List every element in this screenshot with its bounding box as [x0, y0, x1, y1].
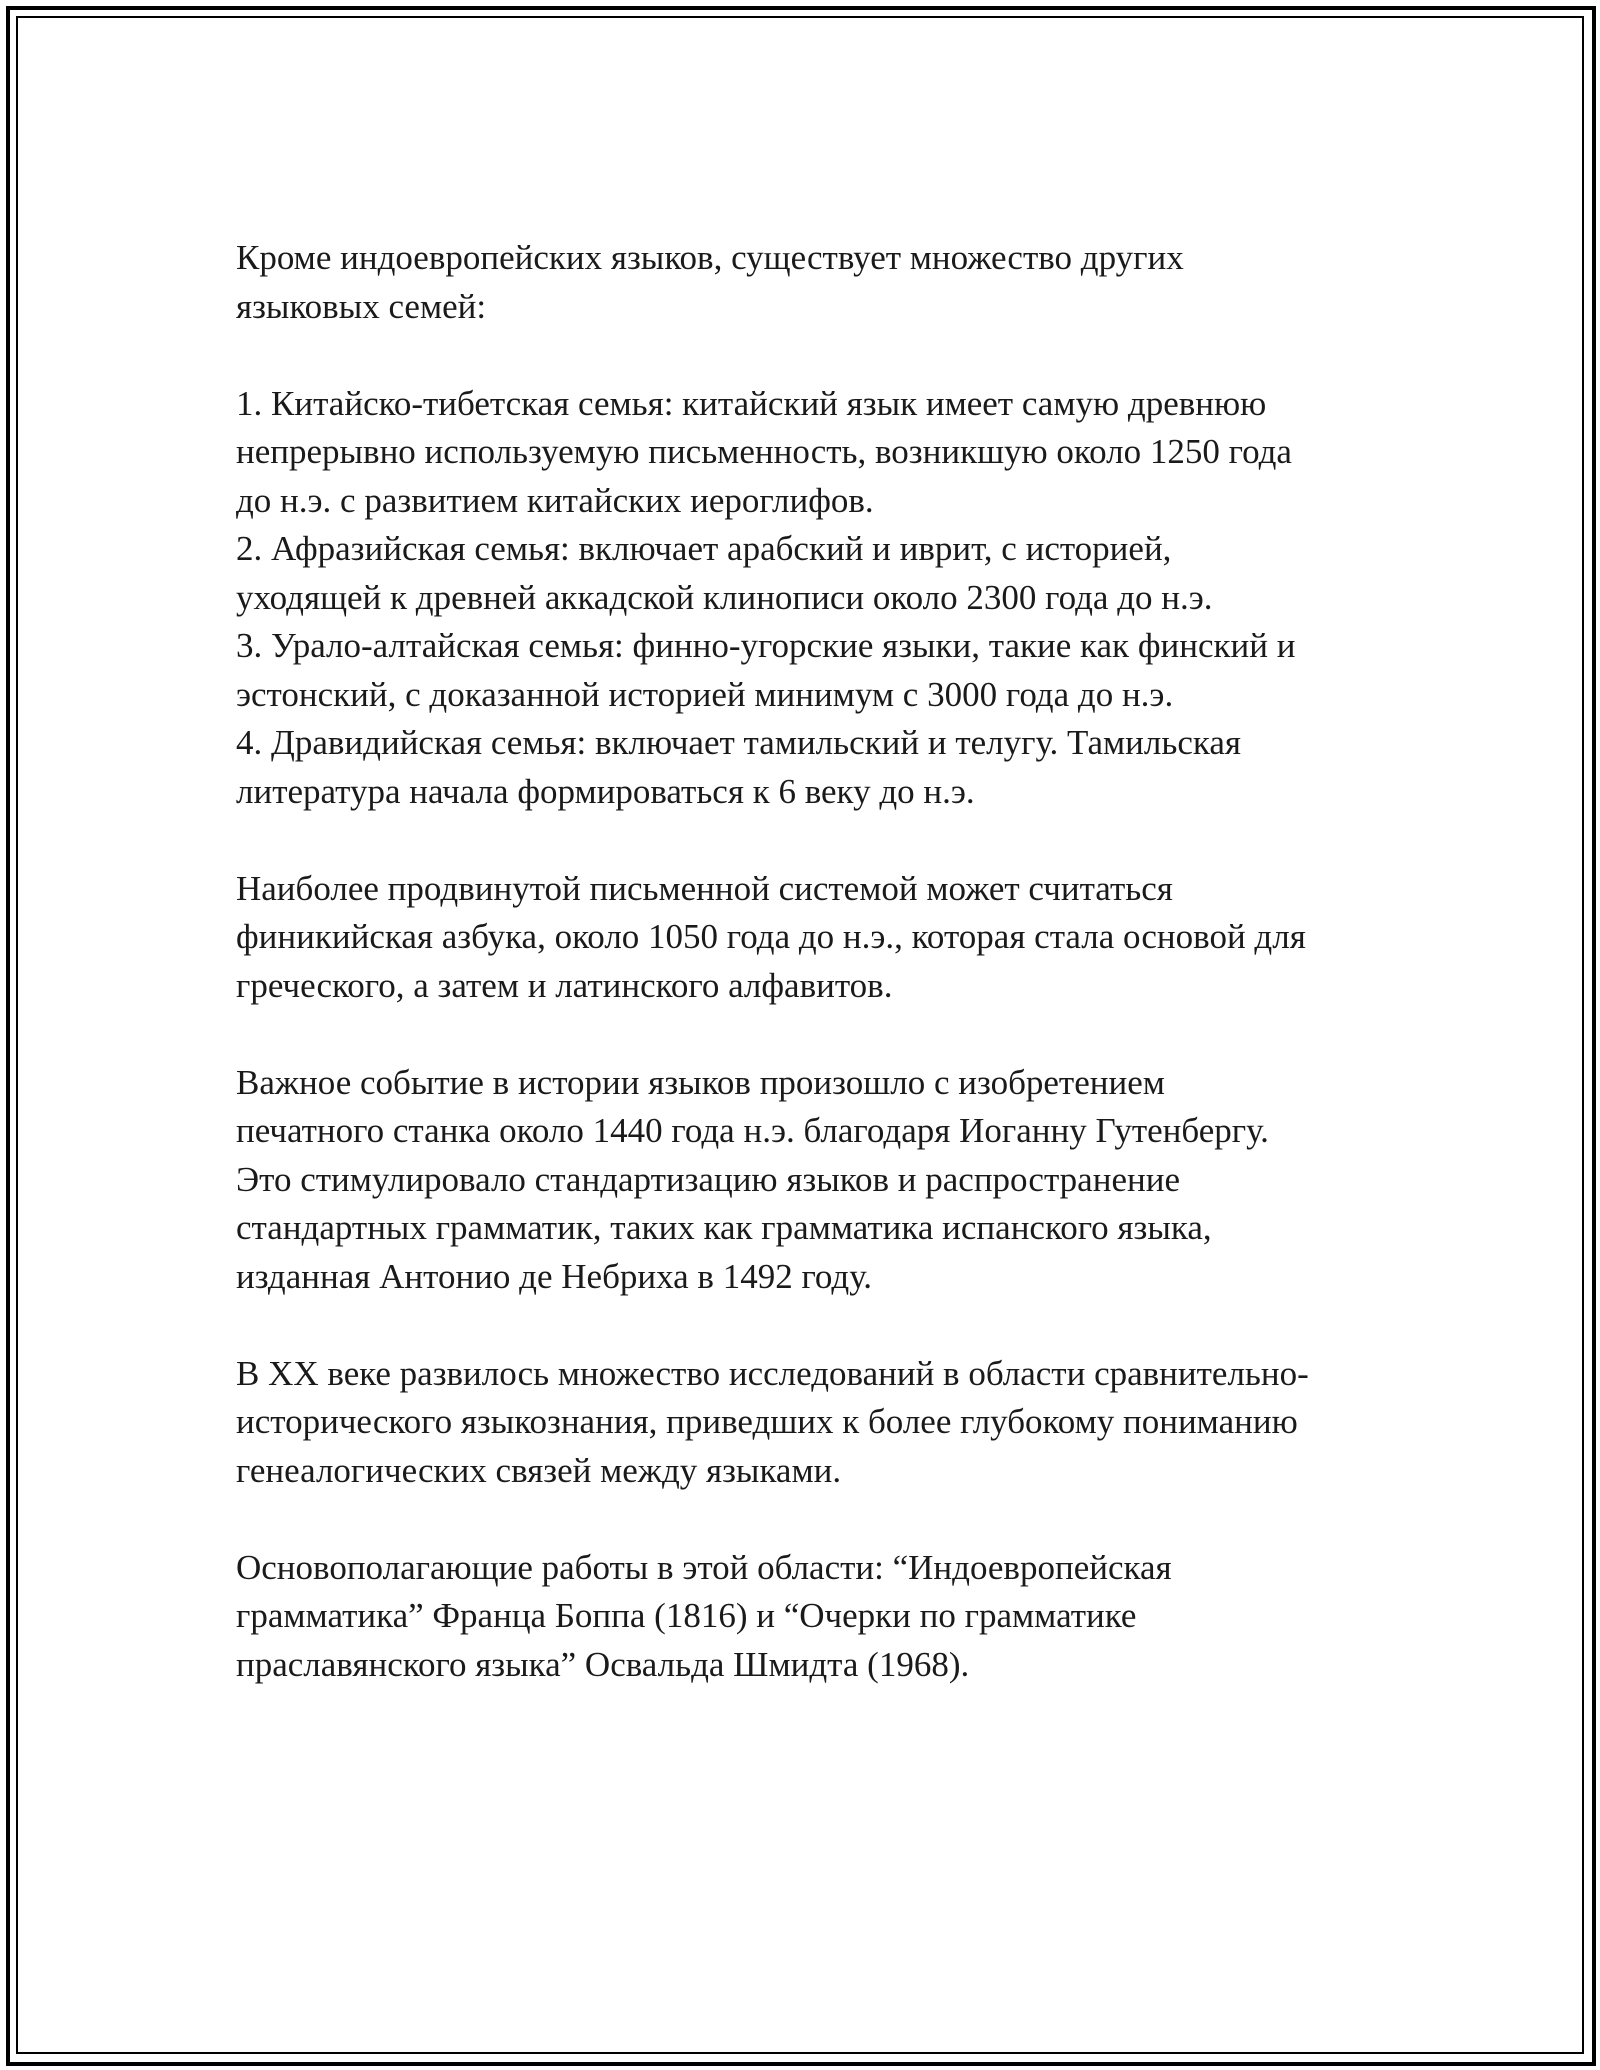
text-line: грамматика” Франца Боппа (1816) и “Очерки по грамматике — [236, 1596, 1137, 1635]
text-line: изданная Антонио де Небриха в 1492 году. — [236, 1256, 872, 1296]
list-item-dravidian — [236, 719, 1396, 816]
printing-paragraph — [236, 1059, 1396, 1302]
list-item-afroasiatic — [236, 525, 1396, 622]
text-line: В XX веке развилось множество исследований в области сравнительно- — [236, 1353, 1309, 1393]
text-line: генеалогических связей между языками. — [236, 1450, 842, 1490]
paragraph-gap — [236, 1301, 1396, 1350]
text-line: Важное событие в истории языков произошло с изобретением — [236, 1062, 1165, 1102]
text-line: 4. Дравидийская семья: включает тамильский и телугу. Тамильская — [236, 723, 1241, 762]
text-line: уходящей к древней аккадской клинописи около 2300 года до н.э. — [236, 577, 1213, 617]
intro-paragraph — [236, 234, 1396, 331]
language-families-list — [236, 380, 1396, 817]
text-line: до н.э. с развитием китайских иероглифов. — [236, 480, 874, 520]
text-line: исторического языкознания, приведших к более глубокому пониманию — [236, 1402, 1298, 1441]
paragraph-gap — [236, 1495, 1396, 1544]
list-item-ural-altaic — [236, 622, 1396, 719]
text-line: Это стимулировало стандартизацию языков и распространение — [236, 1159, 1180, 1199]
text-line: 1. Китайско-тибетская семья: китайский язык имеет самую древнюю — [236, 383, 1267, 423]
works-paragraph — [236, 1544, 1396, 1690]
twentieth-century-paragraph — [236, 1350, 1396, 1496]
text-line: печатного станка около 1440 года н.э. благодаря Иоганну Гутенбергу. — [236, 1111, 1269, 1150]
list-item-sino-tibetan — [236, 380, 1396, 526]
text-line: Основополагающие работы в этой области: “Индоевропейская — [236, 1547, 1172, 1587]
text-line: Кроме индоевропейских языков, существует множество других — [236, 238, 1184, 277]
text-line: 3. Урало-алтайская семья: финно-угорские языки, такие как финский и — [236, 626, 1296, 665]
document-body — [236, 234, 1396, 1689]
alphabet-paragraph — [236, 865, 1396, 1011]
text-line: языковых семей: — [236, 286, 487, 326]
text-line: праславянского языка” Освальда Шмидта (1968). — [236, 1644, 970, 1684]
text-line: непрерывно используемую письменность, возникшую около 1250 года — [236, 432, 1292, 471]
text-line: финикийская азбука, около 1050 года до н.э., которая стала основой для — [236, 917, 1306, 956]
text-line: Наиболее продвинутой письменной системой может считаться — [236, 868, 1173, 908]
text-line: эстонский, с доказанной историей минимум с 3000 года до н.э. — [236, 674, 1174, 714]
text-line: греческого, а затем и латинского алфавитов. — [236, 965, 893, 1005]
paragraph-gap — [236, 331, 1396, 380]
paragraph-gap — [236, 1010, 1396, 1059]
text-line: стандартных грамматик, таких как грамматика испанского языка, — [236, 1208, 1212, 1247]
paragraph-gap — [236, 816, 1396, 865]
text-line: литература начала формироваться к 6 веку до н.э. — [236, 771, 975, 811]
text-line: 2. Афразийская семья: включает арабский и иврит, с историей, — [236, 529, 1172, 568]
